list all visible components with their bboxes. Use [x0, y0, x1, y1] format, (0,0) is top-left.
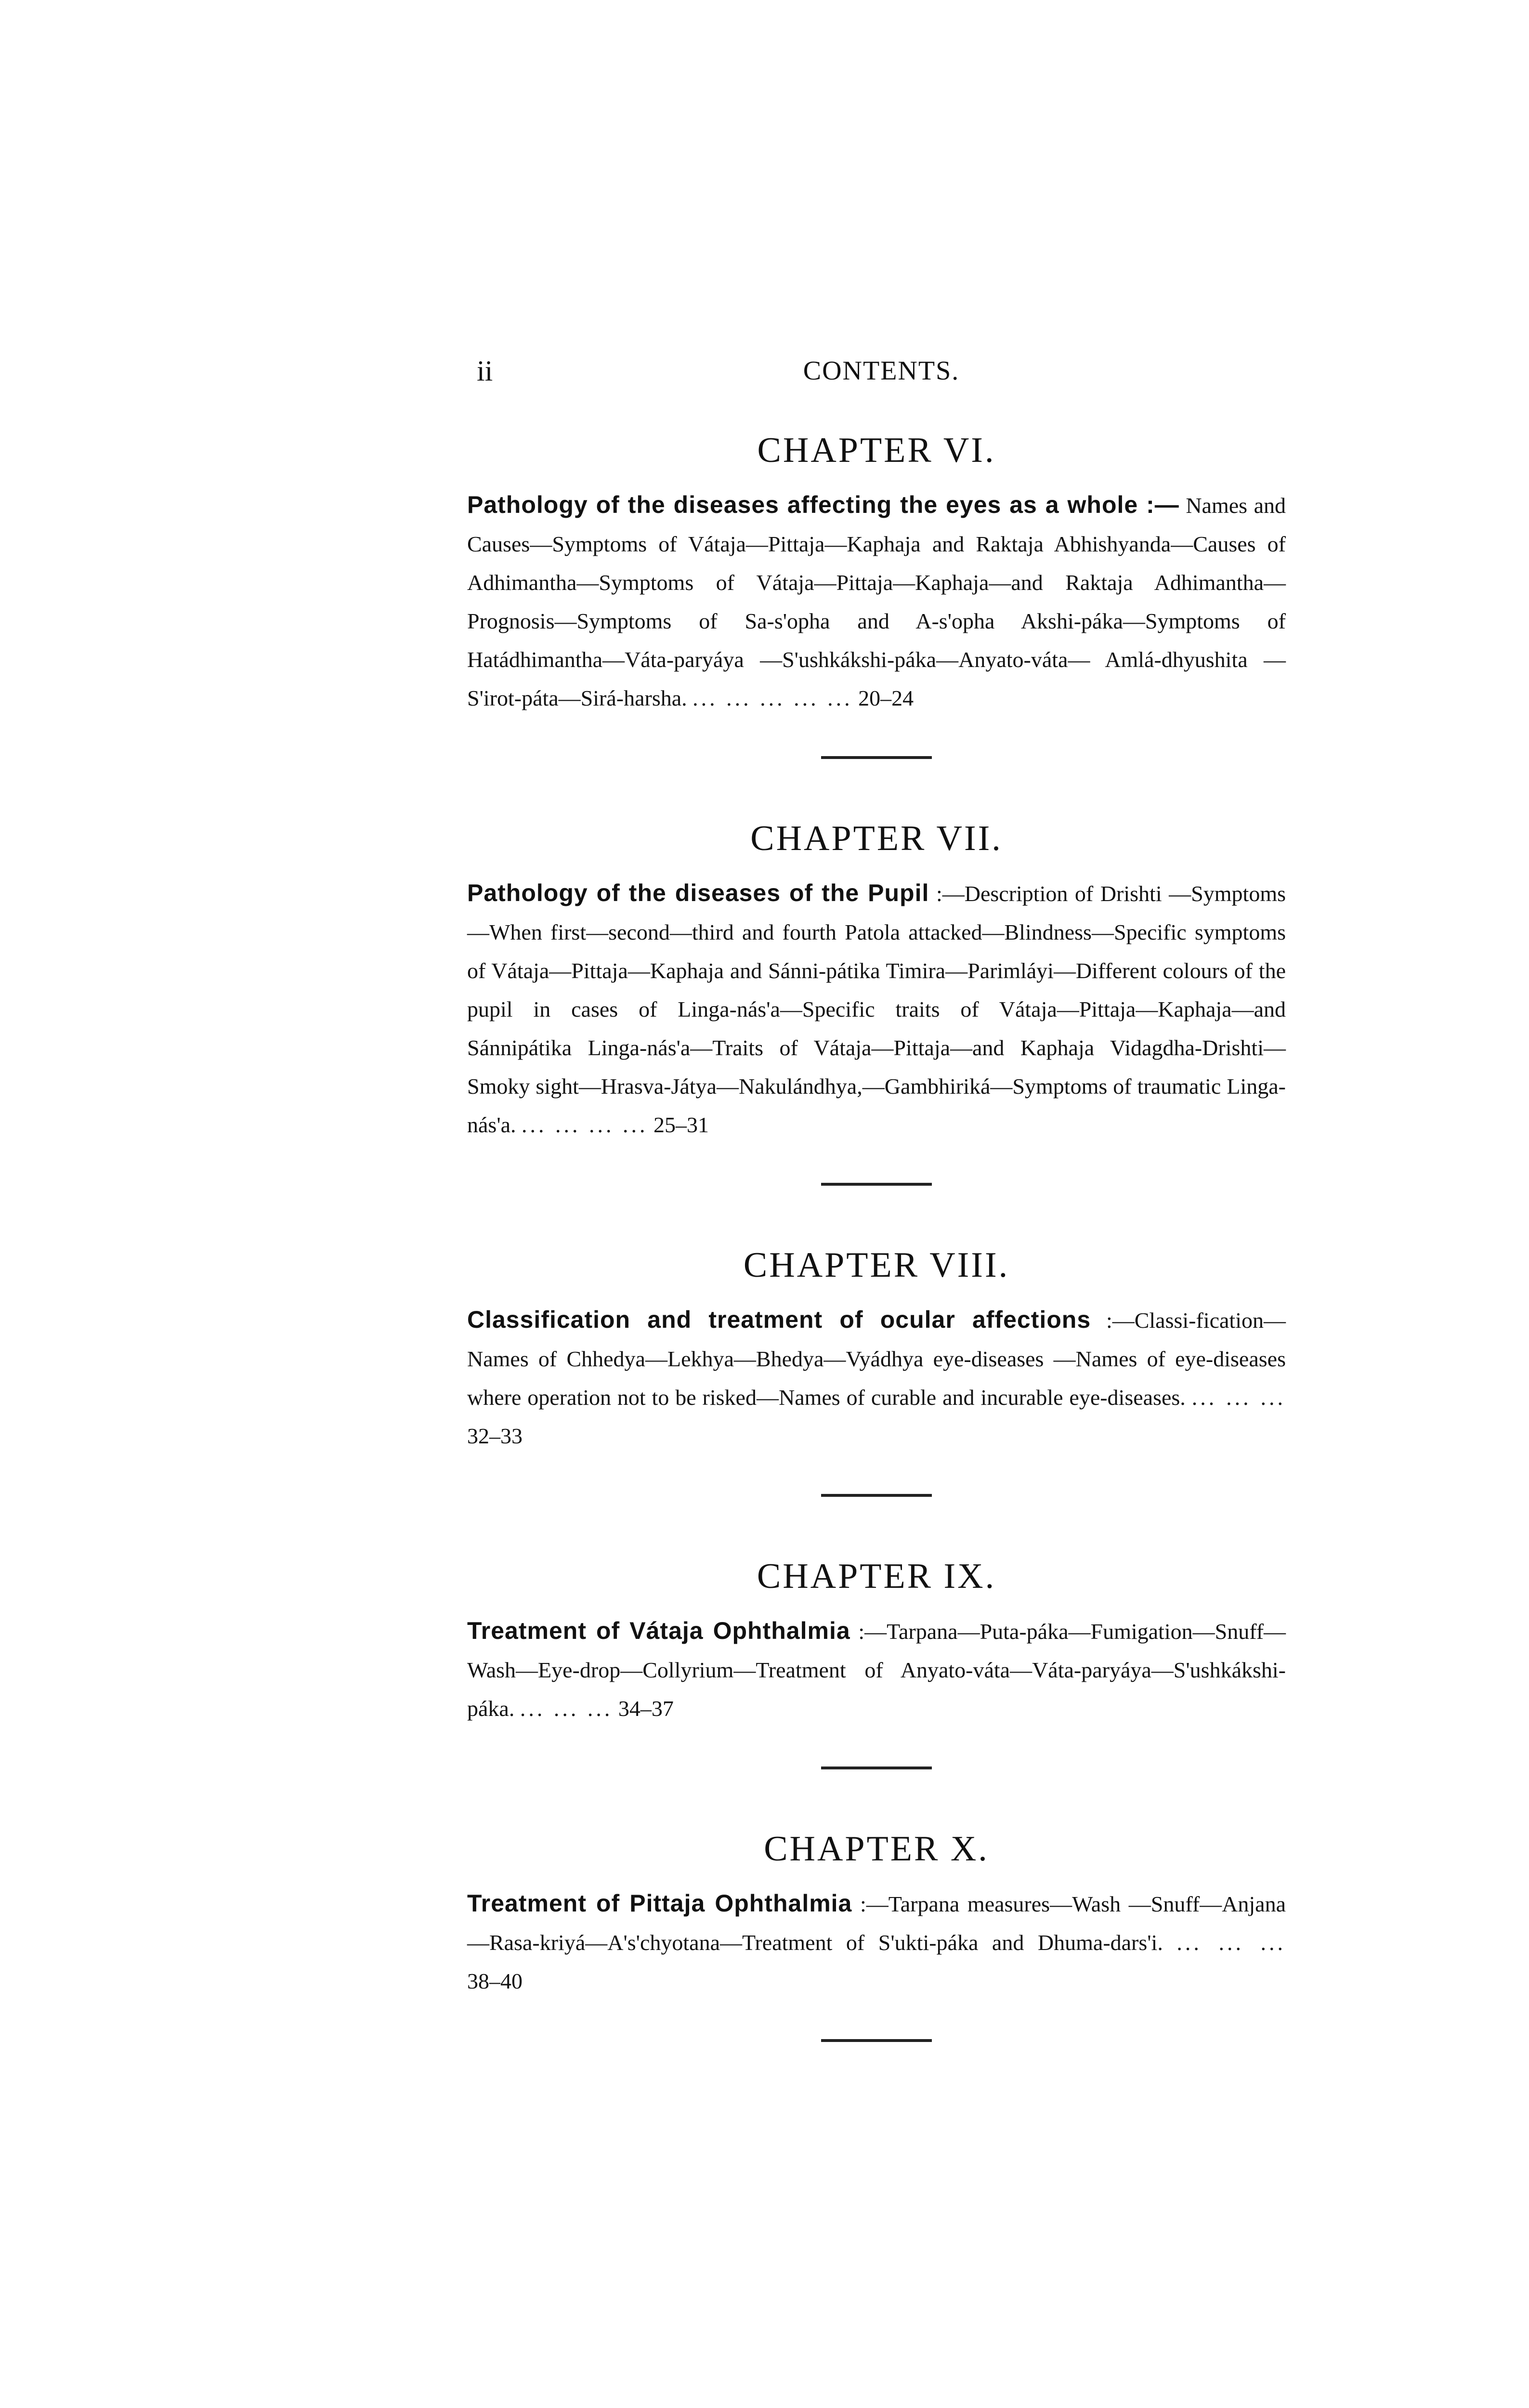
page-range: 32–33 — [467, 1424, 523, 1448]
chapter-entry — [467, 424, 1286, 759]
chapter-title: CHAPTER X. — [764, 1829, 989, 1869]
dot-leader: ... ... ... ... — [522, 1112, 648, 1137]
section-divider — [821, 1494, 932, 1497]
chapter-summary — [467, 485, 1286, 718]
contents-list — [467, 424, 1286, 2042]
dot-leader: ... ... ... — [1191, 1385, 1286, 1410]
running-title: CONTENTS. — [803, 356, 960, 386]
chapter-summary — [467, 874, 1286, 1144]
chapter-topics: :—Tarpana—Puta-páka—Fumigation—Snuff—Wash—Eye-drop—Collyrium—Treatment of Anyato-váta—Váta-paryáya—S'ushkákshi-páka. — [467, 1619, 1286, 1721]
page-range: 34–37 — [618, 1696, 674, 1721]
chapter-entry — [467, 1239, 1286, 1497]
chapter-heading: Pathology of the diseases affecting the eyes as a whole :— — [467, 491, 1179, 518]
chapter-topics: :—Classi-fication—Names of Chhedya—Lekhya—Bhedya—Vyádhya eye-diseases —Names of eye-diseases where operation not to be risked—Names of curable and incurable eye-diseases. — [467, 1308, 1286, 1410]
page-range: 38–40 — [467, 1969, 523, 1993]
chapter-summary — [467, 1300, 1286, 1455]
chapter-topics: :—Description of Drishti —Symptoms—When first—second—third and fourth Patola attacked—Blindness—Specific symptoms of Vátaja—Pittaja—Kaphaja and Sánni-pátika Timira—Parimláyi—Different colours of the pupil in cases of Linga-nás'a—Specific traits of Vátaja—Pittaja—Kaphaja—and Sánnipátika Linga-nás'a—Traits of Vátaja—Pittaja—and Kaphaja Vidagdha-Drishti—Smoky sight—Hrasva-Játya—Nakulándhya,—Gambhiriká—Symptoms of traumatic Linga-nás'a. — [467, 881, 1286, 1137]
page-number: ii — [477, 355, 493, 387]
chapter-entry — [467, 1550, 1286, 1769]
chapter-heading: Pathology of the diseases of the Pupil — [467, 879, 929, 906]
section-divider — [821, 2039, 932, 2042]
chapter-heading: Classification and treatment of ocular affections — [467, 1306, 1091, 1333]
chapter-title: CHAPTER VIII. — [743, 1245, 1010, 1285]
dot-leader: ... ... ... ... ... — [693, 686, 853, 710]
chapter-topics: :—Tarpana measures—Wash —Snuff—Anjana—Rasa-kriyá—A's'chyotana—Treatment of S'ukti-páka and Dhuma-dars'i. — [467, 1892, 1286, 1955]
page-range: 20–24 — [858, 686, 914, 710]
running-head — [477, 352, 1286, 390]
section-divider — [821, 1767, 932, 1769]
chapter-title: CHAPTER IX. — [757, 1557, 996, 1596]
chapter-title: CHAPTER VII. — [750, 819, 1003, 858]
page-range: 25–31 — [653, 1112, 709, 1137]
chapter-entry — [467, 1822, 1286, 2042]
dot-leader: ... ... ... — [520, 1696, 613, 1721]
section-divider — [821, 1183, 932, 1186]
dot-leader: ... ... ... — [1176, 1930, 1286, 1955]
chapter-heading: Treatment of Vátaja Ophthalmia — [467, 1617, 850, 1644]
chapter-topics: Names and Causes—Symptoms of Vátaja—Pittaja—Kaphaja and Raktaja Abhishyanda—Causes of Adhimantha—Symptoms of Vátaja—Pittaja—Kaphaja—and Raktaja Adhimantha—Prognosis—Symptoms of Sa-s'opha and A-s'opha Akshi-páka—Symptoms of Hatádhimantha—Váta-paryáya —S'ushkákshi-páka—Anyato-váta— Amlá-dhyushita — S'irot-páta—Sirá-harsha. — [467, 493, 1286, 710]
chapter-summary — [467, 1884, 1286, 2001]
chapter-heading: Treatment of Pittaja Ophthalmia — [467, 1890, 852, 1917]
section-divider — [821, 756, 932, 759]
chapter-entry — [467, 812, 1286, 1186]
chapter-summary — [467, 1611, 1286, 1728]
chapter-title: CHAPTER VI. — [757, 431, 996, 470]
